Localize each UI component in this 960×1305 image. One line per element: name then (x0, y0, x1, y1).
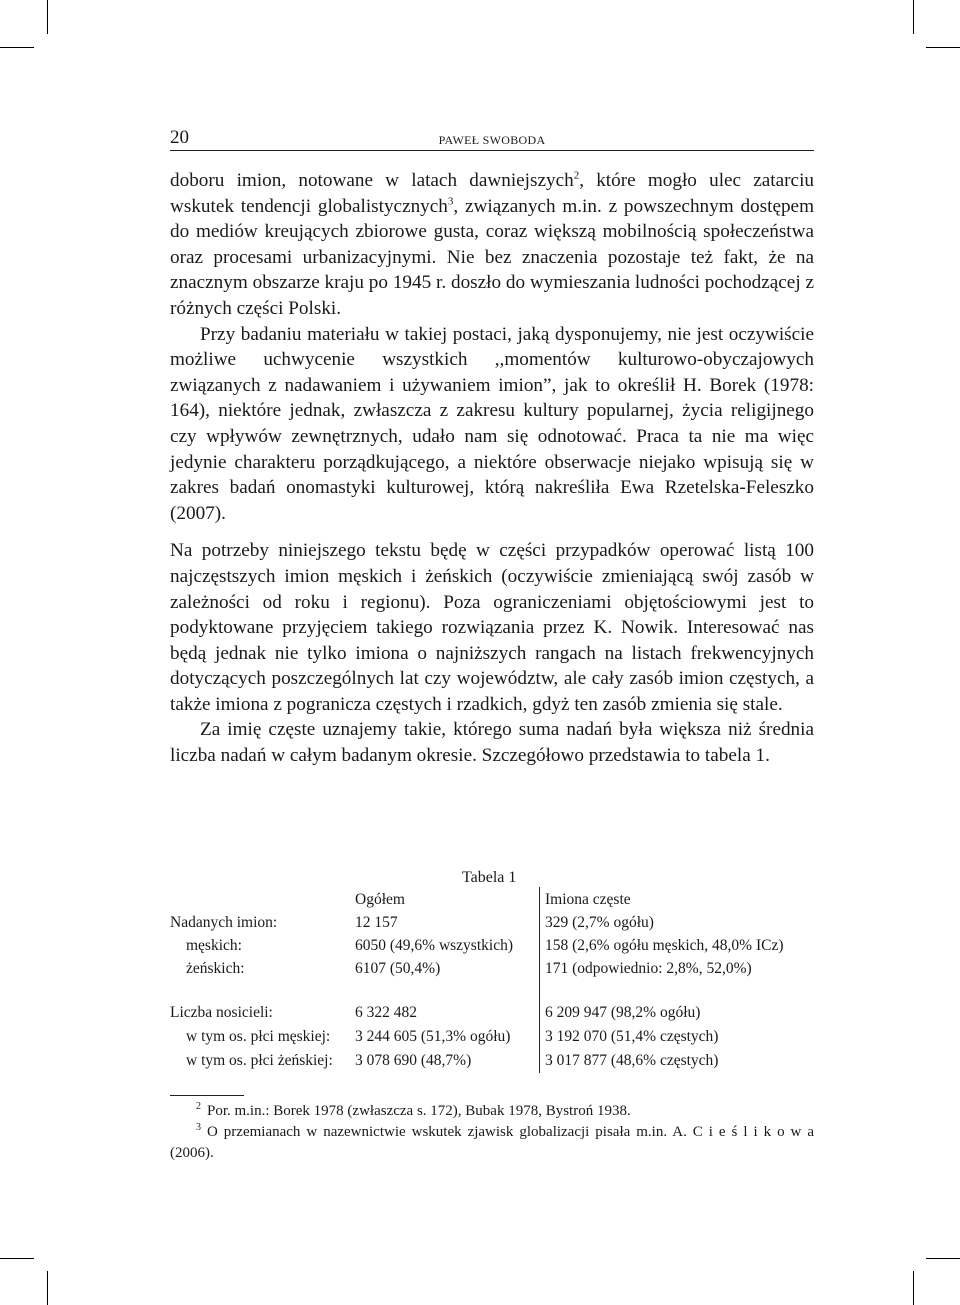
crop-mark (913, 0, 914, 34)
row-label: w tym os. płci męskiej: (186, 1028, 331, 1045)
total-cell: 6050 (49,6% wszystkich) (355, 937, 513, 954)
footnote-mark: 3 (196, 1122, 201, 1133)
frequent-cell: 3 017 877 (48,6% częstych) (545, 1052, 719, 1069)
paragraph-2: Przy badaniu materiału w takiej postaci, jaką dysponujemy, nie jest oczywiście możliwe uchwycenie wszystkich ,,momentów kulturowo-obyczajowych związanych z nadawaniem i używaniem imion”, jak to określił H. Borek (1978: 164), niektóre jednak, zwłaszcza z zakresu kultury popularnej, życia religijnego czy wpływów zewnętrznych, udało nam się odnotować. Praca ta nie ma więc jedynie charakteru porządkującego, a niektóre obserwacje niejako wpisują się w zakres badań onomastyki kulturowej, którą nakreśliła Ewa Rzetelska-Feleszko (2007). (170, 323, 814, 524)
footnote-ref-2[interactable]: 2 (573, 169, 580, 182)
footnote-2 (170, 1101, 814, 1122)
total-cell: 6 322 482 (355, 1004, 417, 1021)
table-caption: Tabela 1 (462, 869, 517, 886)
footnote-mark: 2 (196, 1101, 201, 1112)
footnote-text: O przemianach w nazewnictwie wskutek zjawisk globalizacji pisała m.in. A. C i e ś l i k o w a (2006). (170, 1124, 814, 1161)
footnote-rule (170, 1095, 244, 1096)
row-label: żeńskich: (186, 960, 245, 977)
running-head: PAWEŁ SWOBODA (438, 133, 546, 147)
frequent-cell: 329 (2,7% ogółu) (545, 914, 654, 931)
column-divider (539, 887, 540, 1073)
page-header (170, 126, 814, 151)
total-cell: 3 078 690 (48,7%) (355, 1052, 472, 1069)
total-cell: 3 244 605 (51,3% ogółu) (355, 1028, 511, 1045)
footnotes (170, 1101, 814, 1164)
row-label: w tym os. płci żeńskiej: (186, 1052, 333, 1069)
paragraph-4: Za imię częste uznajemy takie, którego suma nadań była większa niż średnia liczba nadań w całym badanym okresie. Szczegółowo przedstawia to tabela 1. (170, 719, 814, 767)
frequent-cell: 171 (odpowiednio: 2,8%, 52,0%) (545, 960, 752, 977)
body-text (170, 168, 814, 769)
text-run: doboru imion, notowane w latach dawniejszych (170, 170, 574, 191)
frequent-cell: 6 209 947 (98,2% ogółu) (545, 1004, 701, 1021)
crop-mark (926, 1258, 960, 1259)
page-number: 20 (170, 127, 189, 148)
crop-mark (47, 0, 48, 34)
text-run: , które mogło ulec zatarciu wskutek tendencji globalistycznych (170, 170, 814, 217)
row-label: Liczba nosicieli: (170, 1004, 273, 1021)
crop-mark (926, 47, 960, 48)
footnote-text: Por. m.in.: Borek 1978 (zwłaszcza s. 172), Bubak 1978, Bystroń 1938. (207, 1103, 631, 1119)
row-label: męskich: (186, 937, 242, 954)
header-frequent-names: Imiona częste (545, 891, 631, 908)
total-cell: 12 157 (355, 914, 398, 931)
crop-mark (47, 1271, 48, 1305)
row-label: Nadanych imion: (170, 914, 278, 931)
paragraph-3: Na potrzeby niniejszego tekstu będę w części przypadków operować listą 100 najczęstszych imion męskich i żeńskich (oczywiście zmieniającą swój zasób w zależności od roku i regionu). Poza ograniczeniami objętościowymi jest to podyktowane przyjęciem takiego rozwiązania przez K. Nowik. Interesować nas będą jednak nie tylko imiona o najniższych rangach na listach frekwencyjnych dotyczących poszczególnych lat czy województw, ale cały zasób imion częstych, a także imiona z pogranicza częstych i rzadkich, gdyż ten zasób zmienia się stale. (170, 540, 814, 715)
total-cell: 6107 (50,4%) (355, 960, 441, 977)
header-total: Ogółem (355, 891, 405, 908)
crop-mark (913, 1271, 914, 1305)
text-run: , związanych m.in. z powszechnym dostępem do mediów kreujących zbiorowe gusta, coraz większą mobilnością społeczeństwa oraz procesami urbanizacyjnymi. Nie bez znaczenia pozostaje też fakt, że na znacznym obszarze kraju po 1945 r. doszło do wymieszania ludności pochodzącej z różnych części Polski. (170, 195, 814, 319)
paragraph-1 (170, 168, 814, 322)
frequent-cell: 158 (2,6% ogółu męskich, 48,0% ICz) (545, 937, 784, 954)
frequent-cell: 3 192 070 (51,4% częstych) (545, 1028, 719, 1045)
crop-mark (0, 1258, 34, 1259)
footnote-3 (170, 1122, 814, 1164)
footnote-ref-3[interactable]: 3 (447, 195, 454, 208)
crop-mark (0, 47, 34, 48)
